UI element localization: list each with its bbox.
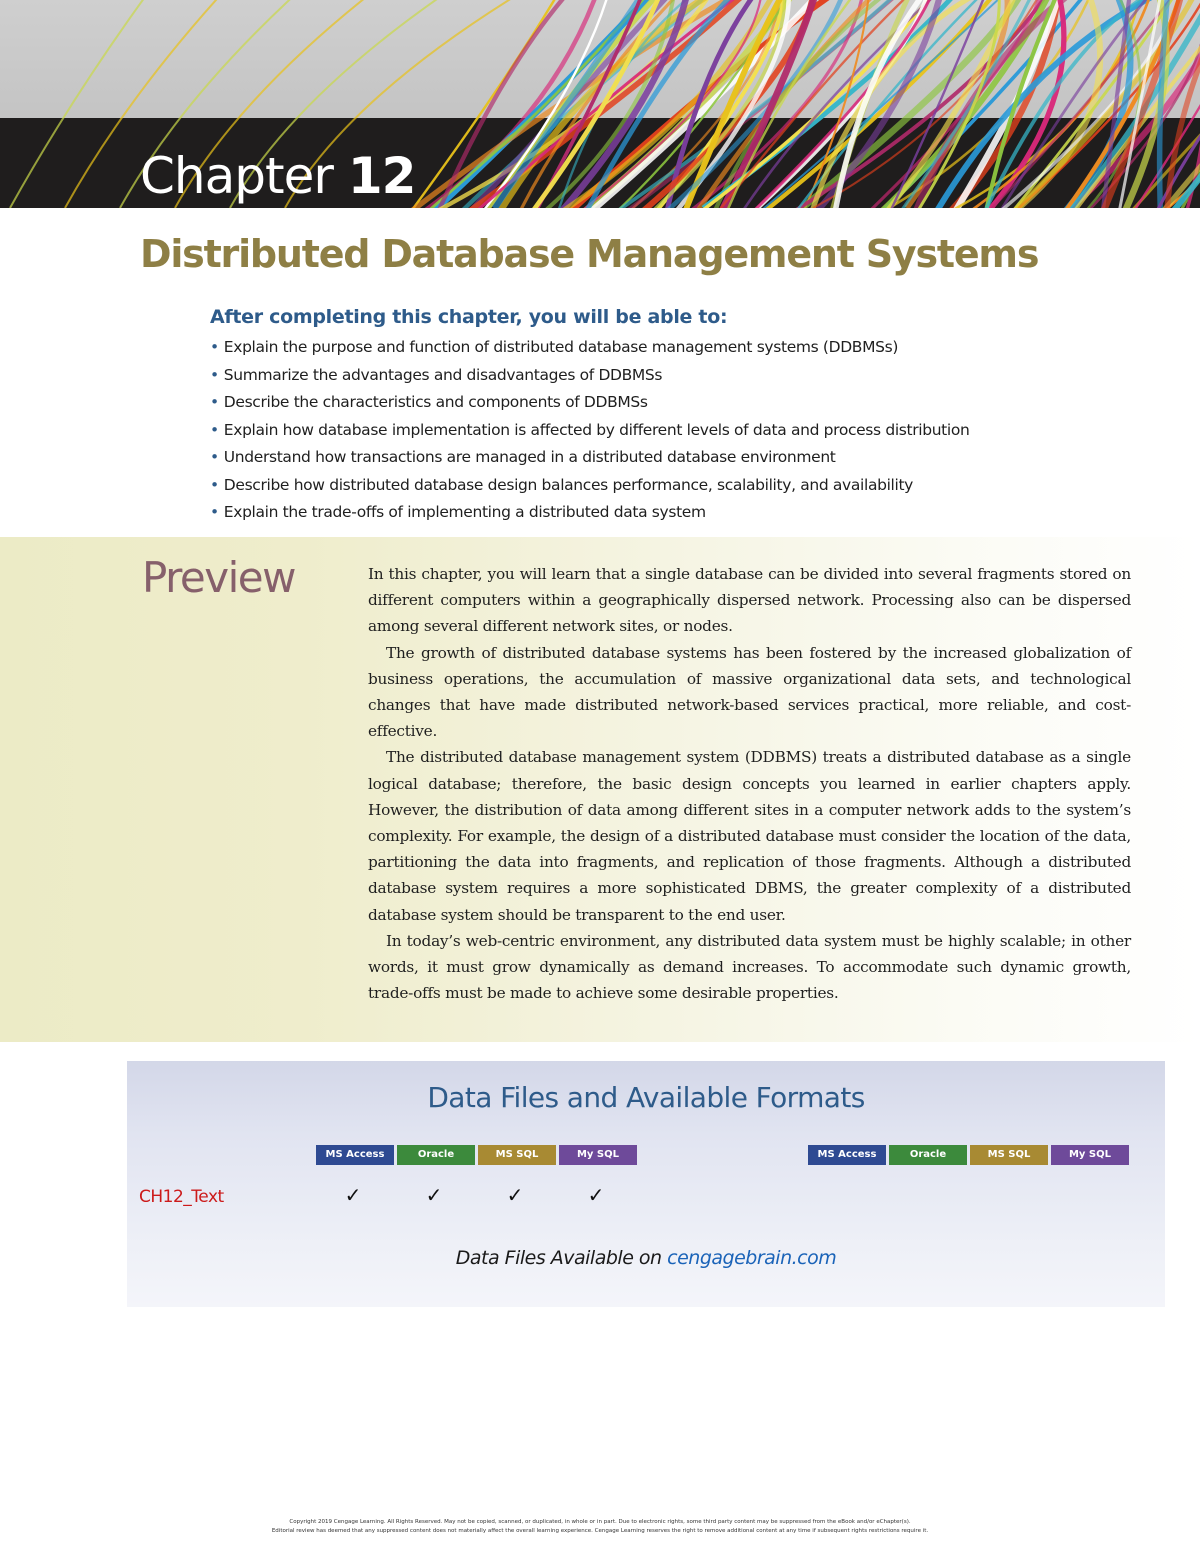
bullet-icon: • bbox=[210, 393, 219, 411]
preview-paragraph: The growth of distributed database systems has been fostered by the increased globalization of business operations, the accumulation of massive organizational data sets, and technological changes that have made distributed network-based services practical, more reliable, and cost-effective. bbox=[368, 643, 1131, 741]
availability-prefix: Data Files Available on bbox=[455, 1247, 668, 1269]
format-badge-my-sql: My SQL bbox=[559, 1145, 637, 1165]
data-file-name[interactable]: CH12_Text bbox=[139, 1187, 224, 1207]
objective-text: Describe the characteristics and components of DDBMSs bbox=[223, 393, 648, 411]
check-icon: ✓ bbox=[506, 1183, 524, 1207]
preview-paragraph: In today’s web-centric environment, any distributed data system must be highly scalable; in other words, it must grow dynamically as demand increases. To accommodate such dynamic growth, trade-offs must be made to achieve some desirable properties. bbox=[368, 931, 1131, 1003]
format-badge-ms-sql: MS SQL bbox=[478, 1145, 556, 1165]
objective-item bbox=[210, 472, 1110, 500]
bullet-icon: • bbox=[210, 475, 219, 494]
objective-item bbox=[210, 417, 1110, 445]
objectives-heading: After completing this chapter, you will be able to: bbox=[210, 306, 728, 328]
data-files-availability bbox=[127, 1247, 1165, 1269]
format-badge-oracle: Oracle bbox=[889, 1145, 967, 1165]
objective-text: Summarize the advantages and disadvantages of DDBMSs bbox=[223, 365, 663, 384]
objective-item bbox=[210, 389, 1110, 417]
chapter-heading bbox=[140, 146, 415, 206]
objective-text: Describe how distributed database design balances performance, scalability, and availability bbox=[223, 475, 913, 494]
cengagebrain-link[interactable]: cengagebrain.com bbox=[667, 1247, 837, 1269]
format-badges-left bbox=[316, 1145, 637, 1165]
objective-item bbox=[210, 362, 1110, 390]
bullet-icon: • bbox=[210, 503, 219, 521]
format-badge-my-sql: My SQL bbox=[1051, 1145, 1129, 1165]
objective-item bbox=[210, 499, 1110, 527]
objectives-list bbox=[210, 334, 1110, 527]
copyright-footer bbox=[0, 1518, 1200, 1536]
objective-text: Explain how database implementation is affected by different levels of data and process distribution bbox=[223, 420, 970, 439]
chapter-banner bbox=[0, 0, 1200, 208]
check-icon: ✓ bbox=[587, 1183, 605, 1207]
chapter-title: Distributed Database Management Systems bbox=[140, 232, 1039, 276]
format-badges-right bbox=[808, 1145, 1129, 1165]
preview-paragraph: In this chapter, you will learn that a single database can be divided into several fragments stored on different computers within a geographically dispersed network. Processing also can be dispersed among several different network sites, or nodes. bbox=[368, 565, 1131, 636]
objective-item bbox=[210, 334, 1110, 362]
preview-paragraph: The distributed database management system (DDBMS) treats a distributed database as a single logical database; therefore, the basic design concepts you learned in earlier chapters apply. However, the distribution of data among different sites in a computer network adds to the system’s complexity. For example, the design of a distributed database must consider the location of the data, partitioning the data into fragments, and replication of those fragments. Although a distributed database system requires a more sophisticated DBMS, the greater complexity of a distributed database system should be transparent to the end user. bbox=[368, 748, 1131, 924]
chapter-word: Chapter bbox=[140, 147, 333, 205]
preview-heading: Preview bbox=[142, 553, 295, 602]
copyright-line: Copyright 2019 Cengage Learning. All Rights Reserved. May not be copied, scanned, or duplicated, in whole or in part. Due to electronic rights, some third party content may be suppressed from the eBook and/or eChapter(s). bbox=[289, 1519, 911, 1525]
data-files-heading: Data Files and Available Formats bbox=[427, 1081, 865, 1114]
chapter-number: 12 bbox=[347, 147, 416, 205]
bullet-icon: • bbox=[210, 338, 219, 356]
bullet-icon: • bbox=[210, 365, 219, 384]
objective-text: Explain the trade-offs of implementing a distributed data system bbox=[223, 503, 706, 521]
format-badge-ms-sql: MS SQL bbox=[970, 1145, 1048, 1165]
format-badge-ms-access: MS Access bbox=[808, 1145, 886, 1165]
objective-item bbox=[210, 444, 1110, 472]
copyright-line: Editorial review has deemed that any suppressed content does not materially affect the overall learning experience. Cengage Learning reserves the right to remove additional content at any time if subsequent rights restrictions require it. bbox=[271, 1528, 929, 1534]
objective-text: Understand how transactions are managed in a distributed database environment bbox=[223, 448, 836, 466]
objective-text: Explain the purpose and function of distributed database management systems (DDBMSs) bbox=[223, 338, 899, 356]
learning-objectives bbox=[210, 306, 1110, 527]
data-files-box bbox=[127, 1061, 1165, 1307]
format-badge-ms-access: MS Access bbox=[316, 1145, 394, 1165]
bullet-icon: • bbox=[210, 448, 219, 466]
format-badge-oracle: Oracle bbox=[397, 1145, 475, 1165]
check-icon: ✓ bbox=[425, 1183, 443, 1207]
banner-stripe bbox=[10, 0, 150, 208]
preview-body bbox=[368, 561, 1131, 1006]
bullet-icon: • bbox=[210, 420, 219, 439]
check-icon: ✓ bbox=[344, 1183, 362, 1207]
